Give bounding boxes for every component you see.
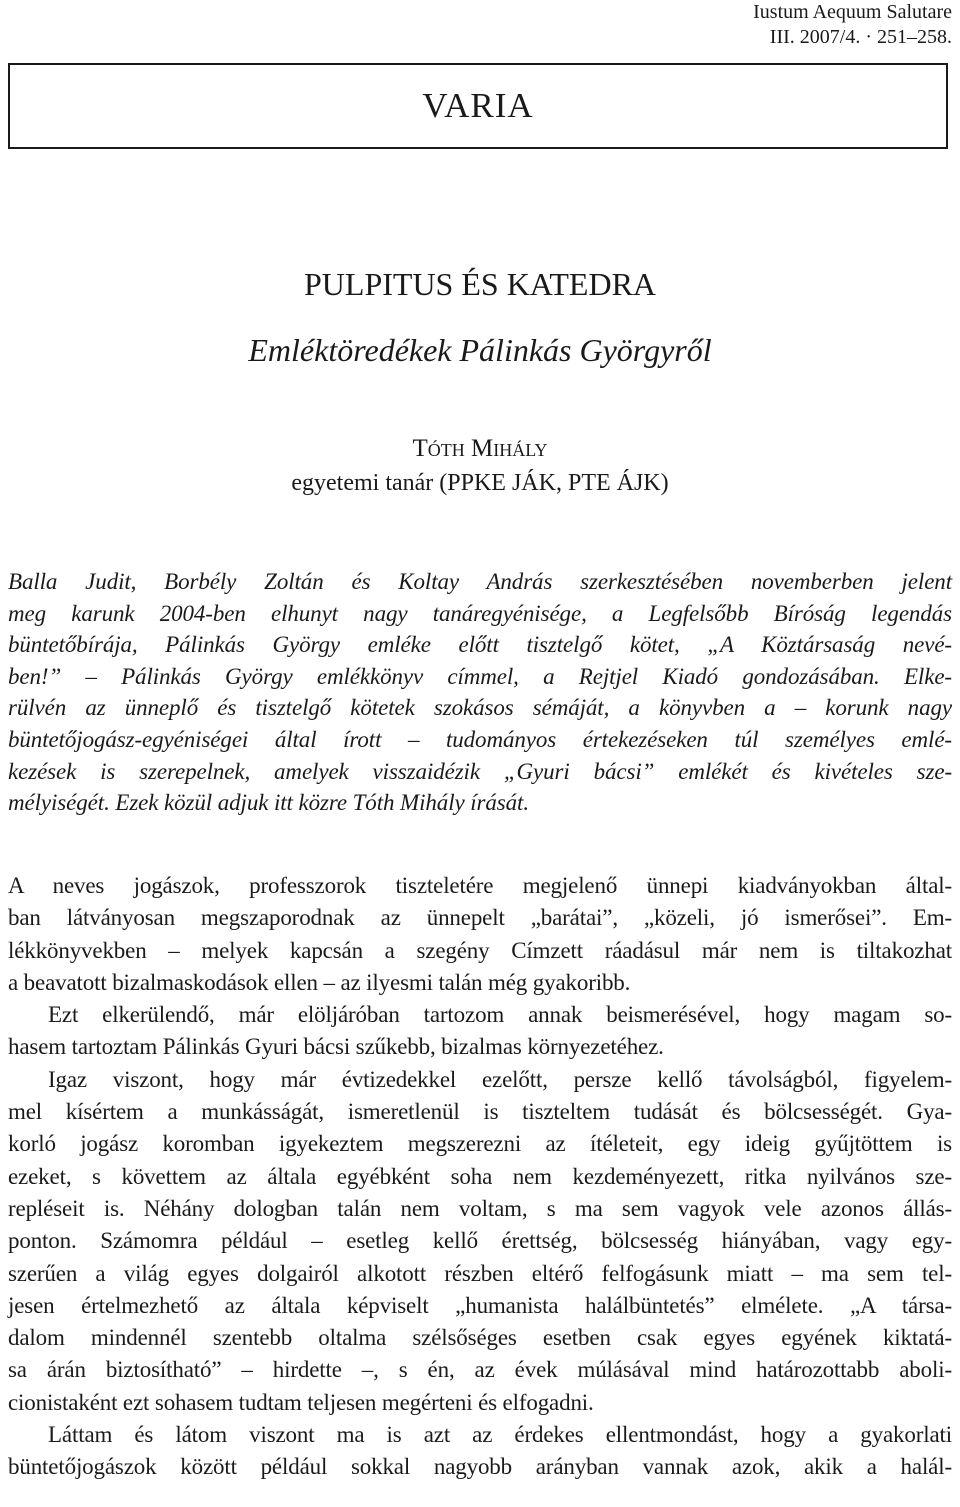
- body-line: büntetőjogászok között például sokkal nagyobb arányban vannak azok, akik a halál-: [8, 1454, 952, 1480]
- journal-header: [753, 0, 952, 50]
- body-line: lékkönyvekben – melyek kapcsán a szegény Címzett ráadásul már nem is tiltakozhat: [8, 937, 952, 963]
- abstract-line: büntetőbírája, Pálinkás György emléke előtt tisztelgő kötet, „A Köztársaság nevé-: [8, 632, 952, 658]
- journal-issue: III. 2007/4. · 251–258.: [769, 26, 952, 48]
- abstract-line: rülvén az ünneplő és tisztelgő kötetek szokásos sémáját, a könyvben a – korunk nagy: [8, 695, 952, 721]
- body-line: sa árán biztosítható” – hirdette –, s én, az évek múlásával mind határozottabb aboli-: [8, 1357, 952, 1383]
- section-heading: VARIA: [422, 86, 534, 125]
- body-line: Igaz viszont, hogy már évtizedekkel ezelőtt, persze kellő távolságból, figyelem-: [48, 1066, 952, 1092]
- body-line: cionistaként ezt sohasem tudtam teljesen megérteni és elfogadni.: [8, 1389, 594, 1415]
- body-line: Ezt elkerülendő, már elöljáróban tartozom annak beismerésével, hogy magam so-: [48, 1002, 952, 1028]
- body-text: [8, 870, 952, 1484]
- section-heading-box: [8, 63, 948, 149]
- author-name: Tóth Mihály: [412, 435, 548, 462]
- body-line: korló jogász koromban igyekeztem megszerezni az ítéleteit, egy ideig gyűjtöttem is: [8, 1131, 952, 1157]
- body-line: A neves jogászok, professzorok tiszteletére megjelenő ünnepi kiadványokban által-: [8, 873, 952, 898]
- body-line: hasem tartoztam Pálinkás Gyuri bácsi szűkebb, bizalmas környezetéhez.: [8, 1034, 664, 1060]
- article-page: [8, 0, 952, 1507]
- body-line: mel kísértem a munkásságát, ismeretlenül is tiszteltem tudását és bölcsességét. Gya-: [8, 1099, 952, 1125]
- abstract-line: kezések is szerepelnek, amelyek visszaidézik „Gyuri bácsi” emlékét és kivételes sze-: [8, 758, 952, 784]
- body-line: a beavatott bizalmaskodások ellen – az ilyesmi talán még gyakoribb.: [8, 969, 631, 995]
- body-line: Láttam és látom viszont ma is azt az érdekes ellentmondást, hogy a gyakorlati: [48, 1422, 952, 1448]
- body-line: dalom mindennél szentebb oltalma szélsőséges esetben csak egyes egyének kiktatá-: [8, 1325, 952, 1351]
- abstract-line: Balla Judit, Borbély Zoltán és Koltay András szerkesztésében novemberben jelent: [8, 569, 952, 594]
- abstract-line: meg karunk 2004-ben elhunyt nagy tanáregyénisége, a Legfelsőbb Bíróság legendás: [8, 600, 952, 626]
- abstract-line: mélyiségét. Ezek közül adjuk itt közre Tóth Mihály írását.: [8, 790, 529, 816]
- author-affiliation: egyetemi tanár (PPKE JÁK, PTE ÁJK): [291, 470, 669, 496]
- body-line: ponton. Számomra például – esetleg kellő érettség, bölcsesség hiányában, vagy egy-: [8, 1228, 952, 1254]
- journal-name: Iustum Aequum Salutare: [753, 1, 952, 23]
- article-subtitle: Emléktöredékek Pálinkás Györgyről: [248, 332, 712, 368]
- body-line: repléseit is. Néhány dologban talán nem voltam, s ma sem vagyok vele azonos állás-: [8, 1195, 952, 1221]
- abstract-line: ben!” – Pálinkás György emlékkönyv címmel, a Rejtjel Kiadó gondozásában. Elke-: [8, 663, 952, 689]
- body-line: ezeket, s követtem az általa egyébként soha nem kezdeményezett, ritka nyilvános sze-: [8, 1163, 952, 1189]
- body-line: szerűen a világ egyes dolgairól alkotott részben eltérő felfogásunk miatt – ma sem tel-: [8, 1260, 952, 1286]
- abstract: [8, 566, 952, 819]
- article-title: PULPITUS ÉS KATEDRA: [303, 266, 657, 302]
- body-line: jesen értelmezhető az általa képviselt „humanista halálbüntetés” elmélete. „A társa-: [8, 1292, 952, 1318]
- abstract-line: büntetőjogász-egyéniségei által írott – tudományos értekezéseken túl személyes emlé-: [8, 726, 952, 752]
- body-line: ban látványosan megszaporodnak az ünnepelt „barátai”, „közeli, jó ismerősei”. Em-: [8, 905, 952, 931]
